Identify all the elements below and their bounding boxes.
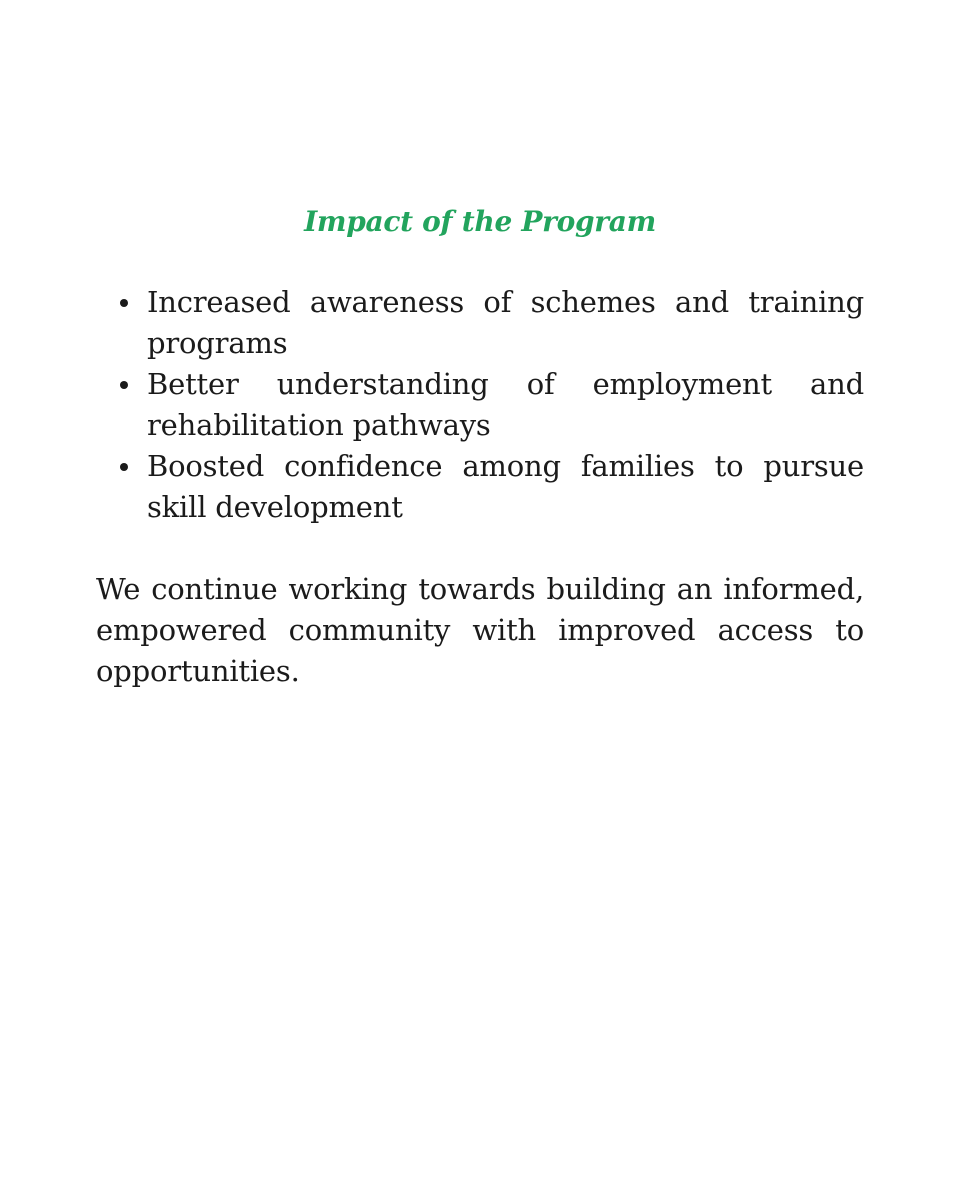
list-item bbox=[147, 446, 864, 528]
list-item-text: Increased awareness of schemes and training programs bbox=[147, 285, 864, 360]
document-body bbox=[96, 196, 864, 692]
list-item bbox=[147, 282, 864, 364]
list-item bbox=[147, 364, 864, 446]
list-item-text: Better understanding of employment and rehabilitation pathways bbox=[147, 367, 864, 442]
bullet-icon bbox=[120, 299, 128, 307]
bullet-icon bbox=[120, 381, 128, 389]
closing-paragraph: We continue working towards building an informed, empowered community with improved access to opportunities. bbox=[96, 572, 864, 688]
impact-list bbox=[96, 282, 864, 528]
list-item-text: Boosted confidence among families to pursue skill development bbox=[147, 449, 864, 524]
bullet-icon bbox=[120, 463, 128, 471]
section-heading: Impact of the Program bbox=[304, 205, 656, 238]
